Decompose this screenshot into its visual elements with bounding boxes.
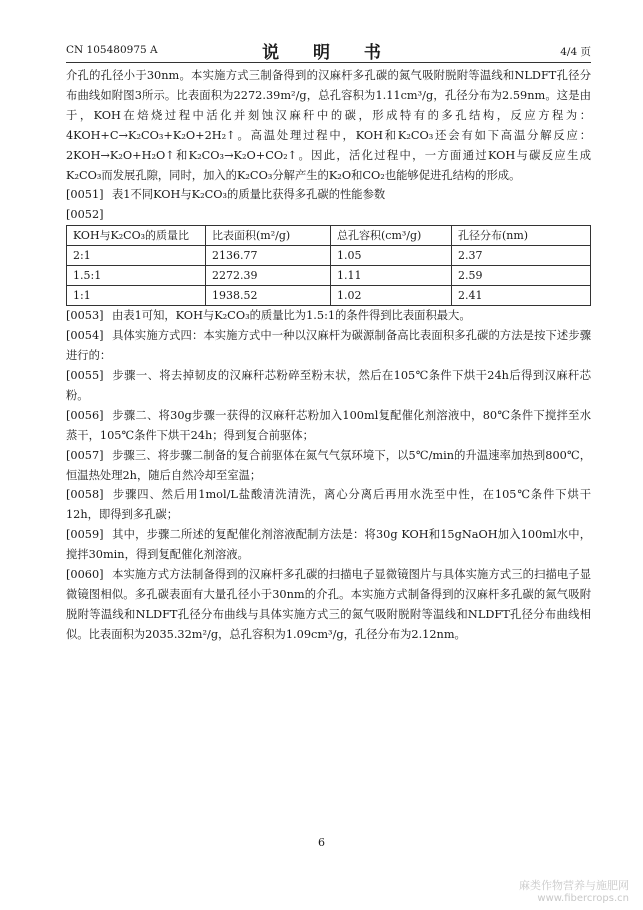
page-header [66, 38, 591, 62]
watermark-site-name: 麻类作物营养与施肥网 [519, 879, 629, 892]
table-cell: 2.59 [452, 266, 591, 286]
header-rule [66, 62, 591, 63]
paragraph-number: [0052] [66, 208, 104, 222]
paragraph-0058 [66, 485, 591, 525]
table-cell: 1.11 [331, 266, 452, 286]
paragraph-0052 [66, 205, 591, 225]
paragraph-number: [0058] [66, 488, 104, 502]
page-info: 4/4 页 [560, 46, 591, 58]
table-header-cell: 孔径分布(nm) [452, 226, 591, 246]
table-cell: 2272.39 [206, 266, 331, 286]
table-cell: 1.02 [331, 286, 452, 306]
paragraph-0059 [66, 525, 591, 565]
table-header-cell: 总孔容积(cm³/g) [331, 226, 452, 246]
table-cell: 2:1 [67, 246, 206, 266]
table-header-cell: 比表面积(m²/g) [206, 226, 331, 246]
paragraph-number: [0053] [66, 309, 104, 323]
paragraph-text: 表1不同KOH与K₂CO₃的质量比获得多孔碳的性能参数 [112, 188, 386, 202]
paragraph-0057 [66, 446, 591, 486]
paragraph-text: 具体实施方式四：本实施方式中一种以汉麻杆为碳源制备高比表面积多孔碳的方法是按下述步骤进行的： [66, 329, 591, 363]
paragraph-text: 步骤一、将去掉韧皮的汉麻秆芯粉碎至粉末状，然后在105℃条件下烘干24h后得到汉麻秆芯粉。 [66, 368, 591, 402]
table-cell: 1:1 [67, 286, 206, 306]
table-cell: 2.37 [452, 246, 591, 266]
paragraph-number: [0054] [66, 329, 104, 343]
paragraph-text: 本实施方式方法制备得到的汉麻杆多孔碳的扫描电子显微镜图片与具体实施方式三的扫描电子显微镜图相似。多孔碳表面有大量孔径小于30nm的介孔。本实施方式制备得到的汉麻杆多孔碳的氮气吸附脱附等温线和NLDFT孔径分布曲线与具体实施方式三的氮气吸附脱附等温线和NLDFT孔径分布曲线相似。比表面积为2035.32m²/g，总孔容积为1.09cm³/g，孔径分布为2.12nm。 [66, 568, 591, 641]
paragraph-number: [0051] [66, 188, 104, 202]
paragraph-text: 其中，步骤二所述的复配催化剂溶液配制方法是：将30g KOH和15gNaOH加入100ml水中，搅拌30min，得到复配催化剂溶液。 [66, 528, 591, 562]
table-cell: 1.5:1 [67, 266, 206, 286]
table-cell: 1.05 [331, 246, 452, 266]
intro-paragraph: 介孔的孔径小于30nm。本实施方式三制备得到的汉麻杆多孔碳的氮气吸附脱附等温线和NLDFT孔径分布曲线如附图3所示。比表面积为2272.39m²/g，总孔容积为1.11cm³/g，孔径分布为2.59nm。这是由于，KOH在焙烧过程中活化并刻蚀汉麻秆中的碳，形成特有的多孔结构，反应方程为：4KOH+C→K₂CO₃+K₂O+2H₂↑。高温处理过程中，KOH和K₂CO₃还会有如下高温分解反应：2KOH→K₂O+H₂O↑和K₂CO₃→K₂O+CO₂↑。因此，活化过程中，一方面通过KOH与碳反应生成K₂CO₃而发展孔隙，同时，加入的K₂CO₃分解产生的K₂O和CO₂也能够促进孔结构的形成。 [66, 69, 591, 182]
table-row [67, 246, 591, 266]
watermark [519, 877, 629, 904]
paragraph-number: [0059] [66, 528, 104, 542]
paragraph-text: 由表1可知，KOH与K₂CO₃的质量比为1.5:1的条件得到比表面积最大。 [112, 309, 471, 323]
paragraph-number: [0057] [66, 448, 104, 462]
table-cell: 1938.52 [206, 286, 331, 306]
table-cell: 2136.77 [206, 246, 331, 266]
paragraph-0060 [66, 565, 591, 645]
table-header-row [67, 226, 591, 246]
paragraph-number: [0055] [66, 368, 104, 382]
table-row [67, 286, 591, 306]
paragraph-text: 步骤三、将步骤二制备的复合前驱体在氮气气氛环境下，以5℃/min的升温速率加热到800℃，恒温热处理2h，随后自然冷却至室温； [66, 448, 591, 482]
paragraph-number: [0056] [66, 408, 104, 422]
paragraph-0053 [66, 306, 591, 326]
document-body [66, 66, 591, 645]
table-row [67, 266, 591, 286]
patent-number: CN 105480975 A [66, 44, 158, 56]
performance-table [66, 225, 591, 306]
paragraph-text: 步骤四、然后用1mol/L盐酸清洗清洗，离心分离后再用水洗至中性，在105℃条件下烘干12h，即得到多孔碳； [66, 488, 591, 522]
paragraph-0054 [66, 326, 591, 366]
paragraph-number: [0060] [66, 568, 104, 582]
page-number: 6 [318, 836, 325, 849]
paragraph-0056 [66, 406, 591, 446]
table-header-cell: KOH与K₂CO₃的质量比 [67, 226, 206, 246]
paragraph-0051 [66, 185, 591, 205]
document-title: 说 明 书 [262, 43, 395, 63]
paragraph-text: 步骤二、将30g步骤一获得的汉麻秆芯粉加入100ml复配催化剂溶液中，80℃条件下搅拌至水蒸干，105℃条件下烘干24h；得到复合前驱体； [66, 408, 591, 442]
paragraph-0055 [66, 366, 591, 406]
table-cell: 2.41 [452, 286, 591, 306]
watermark-url: www.fibercrops.cn [537, 893, 629, 904]
